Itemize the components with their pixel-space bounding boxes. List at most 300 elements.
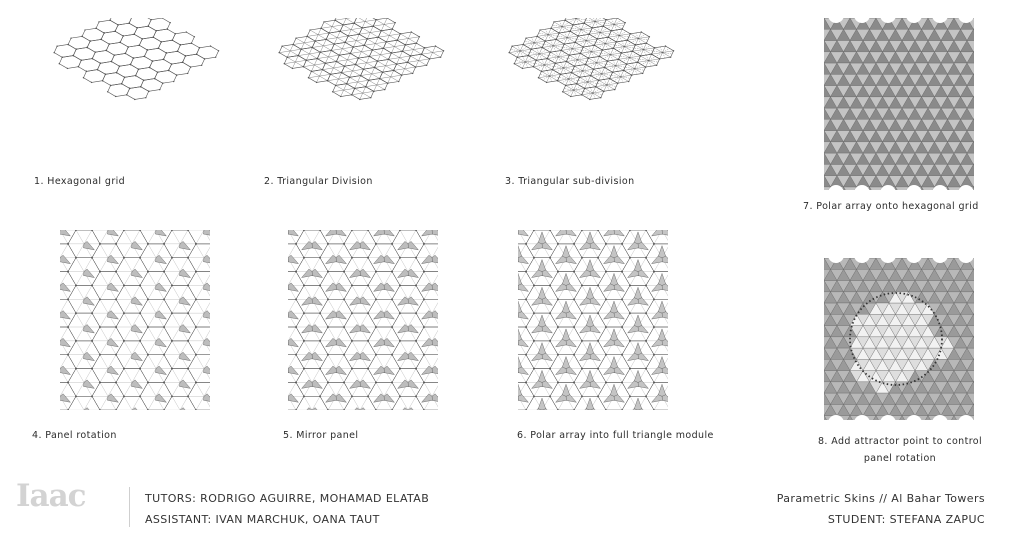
division-line [331, 49, 342, 51]
panel-shape [518, 301, 522, 313]
grid-node [67, 68, 68, 69]
grid-node [327, 326, 329, 328]
division-line [351, 30, 359, 35]
grid-node [656, 65, 657, 66]
grid-node [412, 73, 413, 74]
division-line [148, 272, 156, 286]
grid-node [349, 77, 350, 78]
division-line [408, 230, 416, 244]
panel-shape [155, 230, 166, 236]
grid-node [574, 66, 575, 67]
hexagonal-grid-diagram [30, 18, 245, 158]
division-line [323, 39, 326, 45]
grid-node [53, 52, 54, 53]
division-line [413, 43, 416, 49]
division-line [588, 76, 591, 82]
division-line [180, 369, 188, 383]
division-line [344, 90, 352, 95]
division-line [328, 55, 339, 57]
mirror-panel-diagram [288, 230, 438, 410]
panel-shape [586, 343, 593, 355]
panel-shape [422, 311, 433, 320]
division-line [610, 48, 613, 54]
grid-node [391, 243, 393, 245]
subdivision-line [567, 18, 577, 19]
division-line [365, 21, 373, 26]
panel-shape [288, 283, 298, 292]
division-line [577, 58, 588, 60]
grid-node [415, 312, 417, 314]
division-line [336, 327, 344, 341]
division-line [400, 369, 408, 383]
grid-node [308, 77, 309, 78]
grid-node [75, 257, 77, 259]
division-line [384, 18, 387, 24]
division-line [100, 244, 108, 258]
grid-node [375, 19, 376, 20]
panel-shape [586, 232, 593, 244]
grid-node [415, 368, 417, 370]
division-line [124, 355, 132, 369]
division-line [544, 63, 555, 65]
division-line [577, 53, 580, 59]
division-line [312, 230, 320, 244]
division-line [124, 382, 132, 396]
grid-node [637, 62, 638, 63]
division-line [380, 77, 391, 79]
grid-node [565, 85, 566, 86]
panel-shape [634, 315, 641, 327]
grid-node [339, 31, 340, 32]
division-line [124, 272, 132, 286]
grid-node [199, 47, 200, 48]
grid-node [552, 69, 553, 70]
panel-shape [288, 366, 298, 375]
division-line [334, 38, 337, 44]
panel-shape [350, 352, 361, 361]
grid-node [398, 81, 399, 82]
division-line [632, 69, 635, 75]
grid-node [86, 71, 87, 72]
division-line [311, 65, 314, 71]
grid-node [351, 285, 353, 287]
division-line [76, 355, 84, 369]
division-line [319, 70, 322, 76]
grid-node [129, 88, 130, 89]
panel-shape [538, 260, 545, 272]
triangular-subdivision-figure [485, 18, 700, 158]
grid-node [59, 63, 60, 64]
division-line [358, 76, 361, 82]
division-line [377, 85, 385, 90]
division-line [377, 83, 388, 85]
panel-shape [107, 230, 118, 236]
grid-node [363, 68, 364, 69]
panel-shape [383, 366, 394, 375]
grid-node [154, 78, 155, 79]
grid-node [75, 312, 77, 314]
grid-node [572, 24, 573, 25]
panel-shape [179, 352, 190, 361]
grid-node [393, 70, 394, 71]
panel-shape [565, 230, 576, 236]
division-line [366, 61, 377, 63]
panel-shape [302, 297, 313, 306]
division-line [547, 76, 550, 82]
division-line [347, 58, 358, 60]
division-line [100, 285, 108, 299]
panel-shape [398, 297, 409, 306]
panel-shape [155, 338, 166, 347]
hexagonal-grid-figure [30, 18, 245, 158]
division-line [100, 382, 108, 396]
division-line [309, 52, 320, 54]
division-line [341, 90, 344, 96]
division-line [366, 56, 369, 62]
division-line [652, 53, 663, 55]
division-line [619, 29, 622, 35]
division-line [320, 46, 323, 52]
division-line [196, 272, 204, 286]
grid-node [171, 368, 173, 370]
panel-shape [350, 241, 361, 250]
division-line [328, 299, 336, 313]
panel-shape [374, 230, 385, 236]
division-line [590, 93, 593, 99]
division-line [314, 65, 322, 70]
grid-node [195, 298, 197, 300]
grid-node [542, 47, 543, 48]
division-line [534, 41, 545, 43]
grid-node [91, 82, 92, 83]
grid-node [139, 395, 141, 397]
grid-node [399, 312, 401, 314]
grid-node [97, 69, 98, 70]
grid-node [187, 368, 189, 370]
division-line [433, 51, 444, 53]
division-line [339, 73, 342, 79]
division-line [366, 85, 377, 87]
division-line [424, 244, 432, 258]
division-line [572, 71, 583, 73]
grid-node [367, 368, 369, 370]
division-line [303, 65, 314, 67]
panel-shape [155, 366, 166, 375]
division-line [295, 62, 303, 67]
division-line [357, 18, 365, 21]
division-line [356, 41, 364, 46]
division-line [132, 230, 140, 244]
division-line [304, 36, 307, 42]
division-line [372, 67, 375, 73]
division-line [400, 313, 408, 327]
division-line [405, 38, 408, 44]
grid-node [525, 37, 526, 38]
division-line [433, 53, 441, 58]
grid-node [114, 54, 115, 55]
grid-node [616, 41, 617, 42]
grid-node [593, 68, 594, 69]
division-line [325, 57, 328, 63]
panel-shape [107, 338, 118, 347]
grid-node [564, 20, 565, 21]
division-line [295, 56, 298, 62]
division-line [288, 272, 296, 286]
division-line [352, 341, 360, 355]
panel-shape [302, 408, 313, 410]
division-line [328, 50, 331, 56]
grid-node [135, 75, 136, 76]
grid-node [67, 382, 69, 384]
division-line [384, 382, 392, 396]
division-line [76, 299, 84, 313]
panel-shape [407, 241, 418, 250]
grid-node [123, 368, 125, 370]
panel-shape [586, 370, 593, 382]
division-line [663, 51, 674, 53]
division-line [370, 26, 373, 32]
grid-node [309, 29, 310, 30]
division-line [353, 41, 356, 47]
grid-node [56, 46, 57, 47]
grid-node [571, 72, 572, 73]
division-line [353, 65, 356, 71]
division-line [333, 68, 341, 73]
division-line [560, 68, 563, 74]
division-line [323, 46, 331, 51]
division-line [373, 24, 384, 26]
grid-node [298, 55, 299, 56]
panel-shape [179, 408, 190, 410]
division-line [391, 53, 399, 58]
grid-node [511, 46, 512, 47]
grid-node [343, 271, 345, 273]
grid-node [426, 65, 427, 66]
panel-shape [131, 241, 142, 250]
grid-node [143, 80, 144, 81]
panel-shape [398, 269, 409, 278]
division-line [608, 36, 619, 38]
division-line [332, 20, 335, 26]
grid-node [115, 271, 117, 273]
panel-shape [311, 352, 322, 361]
panel-shape [610, 329, 617, 341]
division-line [132, 396, 140, 410]
grid-node [147, 298, 149, 300]
division-line [342, 42, 345, 48]
grid-node [415, 66, 416, 67]
division-line [541, 65, 544, 71]
grid-node [95, 51, 96, 52]
division-line [614, 23, 625, 25]
triangular-division-figure [255, 18, 470, 158]
grid-node [67, 243, 69, 245]
division-line [310, 30, 318, 35]
division-line [565, 19, 576, 21]
grid-node [115, 382, 117, 384]
division-line [534, 36, 537, 42]
grid-node [327, 243, 329, 245]
division-line [76, 327, 84, 341]
panel-shape [359, 325, 370, 334]
grid-node [670, 57, 671, 58]
grid-node [642, 73, 643, 74]
grid-node [584, 88, 585, 89]
division-line [366, 63, 374, 68]
division-line [638, 37, 649, 39]
division-line [312, 258, 320, 272]
division-line [408, 37, 419, 39]
division-line [607, 55, 610, 61]
division-line [329, 33, 337, 38]
division-line [369, 55, 380, 57]
division-line [290, 45, 293, 51]
division-line [172, 244, 180, 258]
grid-node [550, 51, 551, 52]
division-line [375, 37, 378, 43]
grid-node [569, 31, 570, 32]
grid-node [215, 57, 216, 58]
panel-shape [302, 352, 313, 361]
division-line [649, 54, 652, 60]
grid-node [411, 31, 412, 32]
division-line [381, 31, 389, 36]
division-line [172, 382, 180, 396]
division-line [597, 33, 600, 39]
grid-node [166, 52, 167, 53]
division-line [328, 244, 336, 258]
division-line [586, 39, 597, 41]
grid-node [99, 382, 101, 384]
division-line [638, 61, 649, 63]
division-line [343, 25, 351, 30]
division-line [292, 62, 295, 68]
grid-node [640, 55, 641, 56]
division-line [180, 341, 188, 355]
grid-node [201, 65, 202, 66]
grid-node [116, 72, 117, 73]
grid-node [621, 52, 622, 53]
division-line [424, 48, 432, 53]
grid-node [322, 69, 323, 70]
grid-node [623, 70, 624, 71]
division-line [643, 43, 646, 49]
grid-node [564, 43, 565, 44]
panel-shape [422, 230, 433, 236]
grid-node [410, 55, 411, 56]
grid-node [443, 50, 444, 51]
division-line [563, 90, 574, 92]
grid-node [423, 382, 425, 384]
grid-node [176, 74, 177, 75]
grid-node [115, 243, 117, 245]
grid-node [367, 257, 369, 259]
division-line [344, 88, 355, 90]
division-line [649, 59, 660, 61]
division-line [342, 71, 353, 73]
triangle-panel [844, 187, 857, 190]
division-line [108, 272, 116, 286]
division-line [627, 58, 630, 64]
panel-shape [613, 230, 624, 236]
division-line [84, 258, 92, 272]
grid-node [605, 19, 606, 20]
division-line [358, 58, 366, 63]
division-line [336, 355, 344, 369]
grid-node [303, 312, 305, 314]
division-line [619, 34, 630, 36]
grid-node [343, 298, 345, 300]
panel-shape [350, 380, 361, 389]
division-line [424, 299, 432, 313]
grid-node [367, 340, 369, 342]
division-line [558, 55, 569, 57]
division-line [567, 36, 578, 38]
division-line [522, 62, 525, 68]
grid-node [103, 32, 104, 33]
division-line [196, 369, 204, 383]
division-line [84, 396, 92, 410]
division-line [384, 244, 392, 258]
panel-shape [83, 269, 94, 278]
panel-shape [518, 246, 522, 258]
grid-node [67, 271, 69, 273]
grid-node [375, 298, 377, 300]
division-line [384, 24, 392, 29]
division-line [618, 77, 621, 83]
grid-node [597, 38, 598, 39]
grid-node [301, 49, 302, 50]
panel-shape [374, 283, 385, 292]
division-line [100, 396, 108, 410]
division-line [363, 87, 366, 93]
division-line [364, 44, 375, 46]
division-line [588, 80, 599, 82]
division-line [605, 37, 608, 43]
division-line [328, 272, 336, 286]
panel-shape [383, 311, 394, 320]
grid-node [367, 38, 368, 39]
grid-node [123, 395, 125, 397]
division-line [356, 39, 367, 41]
division-line [84, 369, 92, 383]
grid-node [159, 89, 160, 90]
division-line [400, 341, 408, 355]
division-line [346, 18, 357, 19]
division-line [599, 74, 602, 80]
division-line [354, 21, 365, 23]
division-line [351, 28, 362, 30]
division-line [578, 30, 581, 36]
grid-node [379, 78, 380, 79]
triangular-division-diagram [255, 18, 470, 158]
division-line [580, 52, 591, 54]
panel-shape [60, 230, 70, 236]
division-line [400, 230, 408, 244]
hex-cell [296, 396, 328, 410]
grid-node [167, 28, 168, 29]
panel-shape [311, 408, 322, 410]
division-line [60, 299, 68, 313]
grid-node [100, 39, 101, 40]
grid-node [91, 257, 93, 259]
division-line [318, 28, 321, 34]
grid-node [187, 395, 189, 397]
division-line [545, 35, 548, 41]
grid-node [624, 22, 625, 23]
grid-node [603, 91, 604, 92]
division-line [355, 88, 363, 93]
